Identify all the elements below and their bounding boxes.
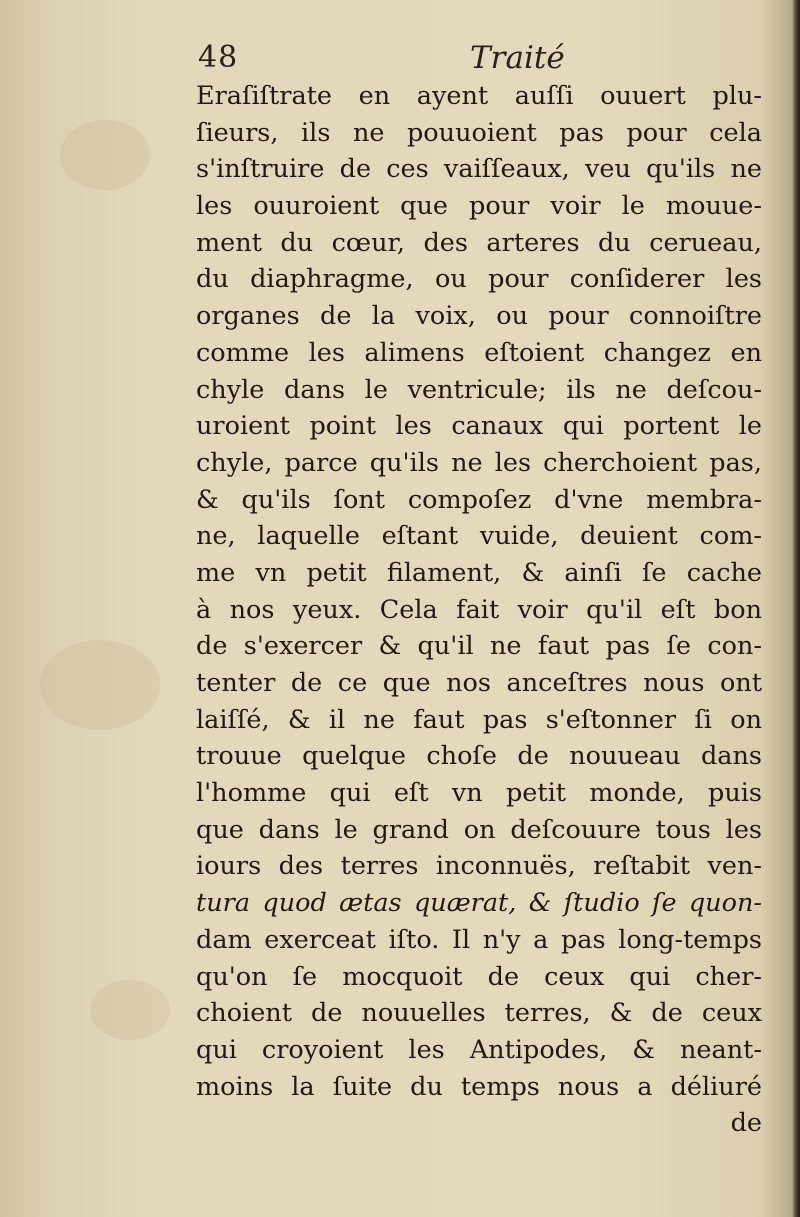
text-line: & qu'ils ſont compoſez d'vne membra- xyxy=(196,484,762,515)
text-line: que dans le grand on deſcouure tous les xyxy=(196,814,762,845)
text-line: s'inſtruire de ces vaiſſeaux, veu qu'ils ne xyxy=(196,154,762,185)
text-line: l'homme qui eſt vn petit monde, puis xyxy=(196,778,762,809)
text-line: organes de la voix, ou pour connoiſtre xyxy=(196,301,762,332)
catchword: de xyxy=(730,1108,762,1139)
text-line: trouue quelque choſe de nouueau dans xyxy=(196,741,762,772)
text-line: uroient point les canaux qui portent le xyxy=(196,411,762,442)
text-line: choient de nouuelles terres, & de ceux xyxy=(196,998,762,1029)
text-line: dam exerceat iſto. Il n'y a pas long-temps xyxy=(196,924,762,955)
text-line: Eraſiſtrate en ayent auſſi ouuert plu- xyxy=(196,81,762,111)
text-line: à nos yeux. Cela fait voir qu'il eſt bon xyxy=(196,594,762,625)
text-line: iours des terres inconnuës, reſtabit ven- xyxy=(196,851,762,882)
text-line: chyle, parce qu'ils ne les cherchoient pas, xyxy=(196,447,762,478)
text-line: ment du cœur, des arteres du cerueau, xyxy=(196,227,762,258)
text-line: les ouuroient que pour voir le mouue- xyxy=(196,191,762,222)
text-line: ne, laquelle eſtant vuide, deuient com- xyxy=(196,521,762,552)
text-line-italic: tura quod ætas quærat, & ſtudio ſe quon- xyxy=(196,888,762,919)
text-line: me vn petit filament, & ainſi ſe cache xyxy=(196,557,762,588)
text-line: moins la ſuite du temps nous a déliuré xyxy=(196,1071,762,1102)
text-line: qui croyoient les Antipodes, & neant- xyxy=(196,1034,762,1065)
text-line: comme les alimens eſtoient changez en xyxy=(196,337,762,368)
page-number: 48 xyxy=(198,40,239,75)
page-edge-shadow xyxy=(792,0,800,1217)
text-line: qu'on ſe mocquoit de ceux qui cher- xyxy=(196,961,762,992)
text-line: chyle dans le ventricule; ils ne deſcou- xyxy=(196,374,762,405)
body-text xyxy=(196,78,762,1142)
text-line: de s'exercer & qu'il ne faut pas ſe con- xyxy=(196,631,762,662)
text-line: ſieurs, ils ne pouuoient pas pour cela xyxy=(196,117,762,148)
running-head: Traité xyxy=(470,40,565,76)
text-line: laiſſé, & il ne faut pas s'eſtonner ſi on xyxy=(196,704,762,735)
text-line: tenter de ce que nos anceſtres nous ont xyxy=(196,668,762,698)
page-header xyxy=(198,36,768,80)
text-line: du diaphragme, ou pour conſiderer les xyxy=(196,264,762,295)
